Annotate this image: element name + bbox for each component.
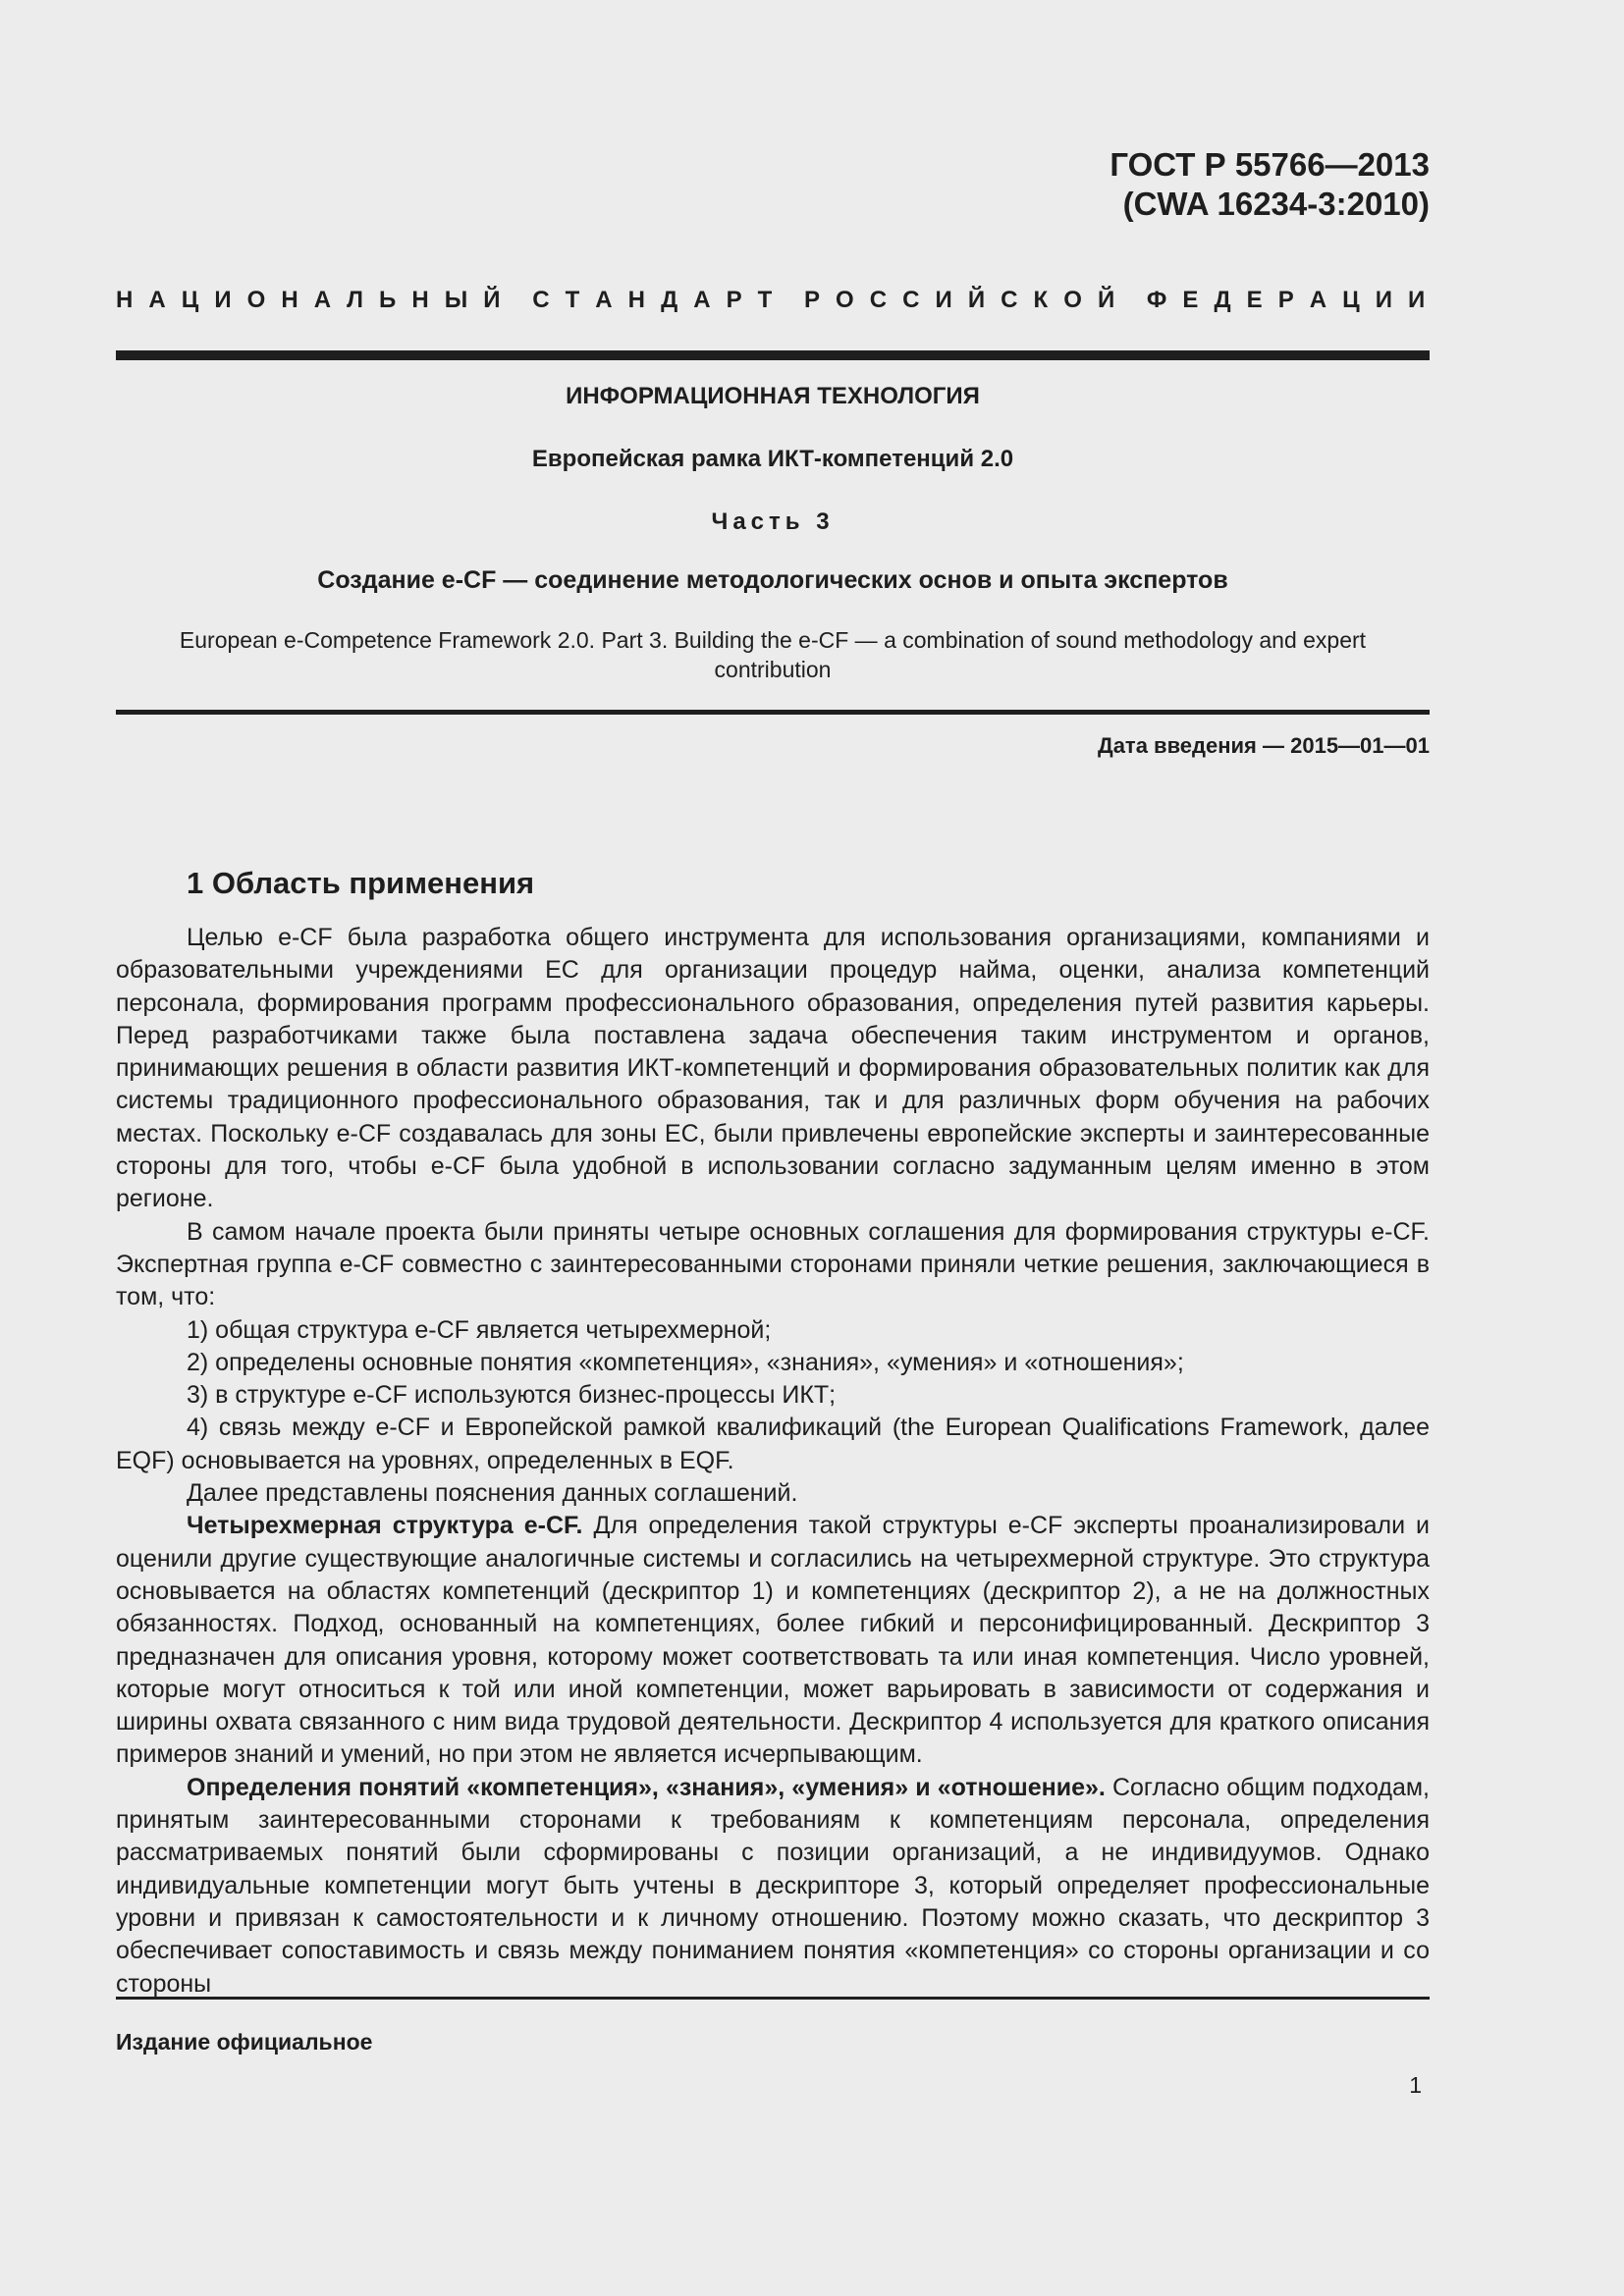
footer-divider: [116, 1997, 1430, 2000]
paragraph: [116, 1772, 1430, 2001]
standard-number-gost: ГОСТ Р 55766—2013: [1110, 146, 1430, 183]
list-item: 4) связь между e-CF и Европейской рамкой квалификаций (the European Qualifications Framework, далее EQF) основывается на уровнях, определенных в EQF.: [116, 1414, 1430, 1474]
paragraph: Далее представлены пояснения данных соглашений.: [187, 1479, 798, 1508]
paragraph: В самом начале проекта были приняты четыре основных соглашения для формирования структуры e-CF. Экспертная группа e-CF совместно с заинтересованными сторонами приняли четкие решения, заключающиеся в том, что:: [116, 1217, 1430, 1311]
paragraph-text: Для определения такой структуры e-CF эксперты проанализировали и оценили другие существующие аналогичные системы и согласились на четырехмерной структуре. Это структура основывается на областях компетенций (дескриптор 1) и компетенциях (дескриптор 2), а не на должностных обязанностях. Подход, основанный на компетенциях, более гибкий и персонифицированный. Дескриптор 3 предназначен для описания уровня, которому может соответствовать та или иная компетенция. Число уровней, которые могут относиться к той или иной компетенции, может варьировать в зависимости от содержания и ширины охвата связанного с ним вида трудовой деятельности. Дескриптор 4 используется для краткого описания примеров знаний и умений, но при этом не является исчерпывающим.: [116, 1512, 1431, 1769]
part-label: Часть 3: [711, 508, 835, 535]
paragraph-lead: Четырехмерная структура e-CF.: [187, 1512, 583, 1540]
national-standard-word: Ф Е Д Е Р А Ц И И: [1146, 287, 1430, 313]
paragraph: Целью e-CF была разработка общего инструмента для использования организациями, компаниями и образовательными учреждениями ЕС для организации процедур найма, оценки, анализа компетенций персонала, формирования программ профессионального образования, определения путей развития карьеры. Перед разработчиками также была поставлена задача обеспечения таким инструментом и органов, принимающих решения в области развития ИКТ-компетенций и формирования образовательных политик как для системы традиционного профессионального образования, так и для различных форм обучения на рабочих местах. Поскольку e-CF создавалась для зоны ЕС, были привлечены европейские эксперты и заинтересованные стороны для того, чтобы e-CF была удобной в использовании согласно задуманным целям именно в этом регионе.: [116, 924, 1430, 1213]
section-body: [116, 922, 1430, 2001]
section-heading: 1 Область применения: [187, 866, 535, 900]
list-item: 1) общая структура e-CF является четырехмерной;: [187, 1315, 772, 1344]
document-subtitle: Создание e-CF — соединение методологических основ и опыта экспертов: [317, 566, 1228, 594]
list-item: 2) определены основные понятия «компетенция», «знания», «умения» и «отношения»;: [187, 1348, 1184, 1376]
page-number: 1: [1409, 2072, 1422, 2098]
national-standard-word: Р О С С И Й С К О Й: [804, 287, 1119, 313]
paragraph: [116, 1510, 1430, 1771]
framework-title: Европейская рамка ИКТ-компетенций 2.0: [531, 446, 1014, 472]
date-introduced: Дата введения — 2015—01—01: [1098, 733, 1430, 758]
paragraph-text: Согласно общим подходам, принятым заинтересованными сторонами к требованиям к компетенциям персонала, определения рассматриваемых понятий были сформированы с позиции организаций, а не индивидуумов. Однако индивидуальные компетенции могут быть учтены в дескрипторе 3, который определяет профессиональные уровни и привязан к самостоятельности и к личному отношению. Поэтому можно сказать, что дескриптор 3 обеспечивает сопоставимость и связь между пониманием понятия «компетенция» со стороны организации и со стороны: [116, 1773, 1430, 1998]
list-item: 3) в структуре e-CF используются бизнес-процессы ИКТ;: [187, 1381, 837, 1410]
standard-number: [1110, 145, 1430, 224]
header-divider: [116, 350, 1430, 360]
national-standard-word: Н А Ц И О Н А Л Ь Н Ы Й: [116, 287, 506, 313]
document-subject: ИНФОРМАЦИОННАЯ ТЕХНОЛОГИЯ: [566, 383, 980, 409]
paragraph-lead: Определения понятий «компетенция», «знания», «умения» и «отношение».: [187, 1773, 1106, 1801]
document-page: [116, 0, 1430, 2296]
english-title: European e-Competence Framework 2.0. Part 3. Building the e-CF — a combination of sound methodology and expert contribution: [179, 627, 1367, 682]
title-divider: [116, 710, 1430, 715]
standard-number-cwa: (CWA 16234-3:2010): [1122, 186, 1430, 222]
edition-label: Издание официальное: [116, 2029, 373, 2055]
national-standard-title: [116, 285, 1430, 316]
national-standard-word: С Т А Н Д А Р Т: [532, 287, 778, 313]
